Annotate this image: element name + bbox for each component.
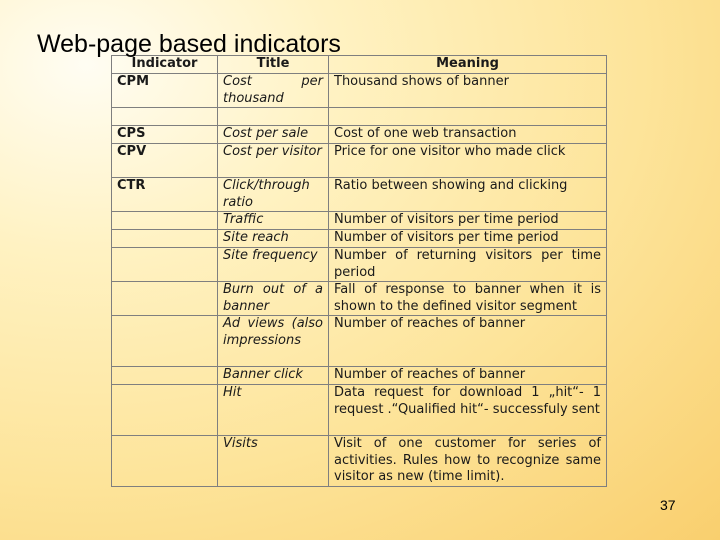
cell-meaning-text: Number of returning visitors per time period	[334, 248, 601, 280]
cell-indicator	[112, 144, 218, 178]
cell-meaning	[329, 367, 607, 385]
cell-indicator	[112, 282, 218, 316]
cell-meaning	[329, 282, 607, 316]
cell-meaning	[329, 248, 607, 282]
cell-meaning-text: Thousand shows of banner	[334, 74, 509, 89]
cell-indicator	[112, 74, 218, 108]
table-row	[112, 108, 607, 126]
cell-meaning	[329, 436, 607, 487]
cell-meaning	[329, 178, 607, 212]
cell-meaning	[329, 316, 607, 367]
cell-title-text: Cost per visitor	[223, 144, 322, 159]
indicators-table	[111, 55, 607, 487]
cell-title	[218, 74, 329, 108]
cell-meaning-text: Number of visitors per time period	[334, 230, 559, 245]
cell-title	[218, 230, 329, 248]
cell-title-text: Cost per thousand	[223, 74, 323, 106]
column-header-title: Title	[218, 56, 329, 74]
cell-title-text: Burn out of a banner	[223, 282, 323, 314]
cell-title-text: Click/through ratio	[223, 178, 310, 210]
cell-indicator	[112, 178, 218, 212]
cell-title-text: Cost per sale	[223, 126, 309, 141]
cell-title	[218, 108, 329, 126]
table-row	[112, 178, 607, 212]
cell-title	[218, 178, 329, 212]
cell-title-text: Site reach	[223, 230, 289, 245]
cell-meaning-text: Fall of response to banner when it is shown to the defined visitor segment	[334, 282, 601, 314]
cell-indicator	[112, 248, 218, 282]
table-row	[112, 316, 607, 367]
cell-title	[218, 248, 329, 282]
cell-indicator-text: CPS	[117, 126, 146, 141]
cell-meaning	[329, 108, 607, 126]
cell-title	[218, 436, 329, 487]
cell-indicator	[112, 126, 218, 144]
cell-title-text: Hit	[223, 385, 242, 400]
cell-meaning	[329, 74, 607, 108]
cell-meaning	[329, 385, 607, 436]
cell-indicator	[112, 385, 218, 436]
cell-title	[218, 385, 329, 436]
cell-meaning	[329, 126, 607, 144]
cell-meaning-text: Number of visitors per time period	[334, 212, 559, 227]
table-row	[112, 282, 607, 316]
column-header-meaning: Meaning	[329, 56, 607, 74]
cell-meaning	[329, 212, 607, 230]
cell-title	[218, 212, 329, 230]
cell-meaning-text: Visit of one customer for series of activities. Rules how to recognize same visitor as new (time limit).	[334, 436, 601, 484]
cell-title-text: Visits	[223, 436, 258, 451]
cell-indicator-text: CPV	[117, 144, 147, 159]
cell-title	[218, 316, 329, 367]
cell-title	[218, 144, 329, 178]
cell-indicator	[112, 436, 218, 487]
cell-meaning-text: Ratio between showing and clicking	[334, 178, 568, 193]
table-row	[112, 248, 607, 282]
cell-indicator-text: CPM	[117, 74, 150, 89]
cell-title	[218, 126, 329, 144]
cell-indicator	[112, 367, 218, 385]
table-row	[112, 74, 607, 108]
cell-meaning-text: Cost of one web transaction	[334, 126, 517, 141]
cell-title-text: Banner click	[223, 367, 303, 382]
page-number: 37	[660, 497, 676, 513]
table-header-row	[112, 56, 607, 74]
table-row	[112, 212, 607, 230]
cell-title-text: Traffic	[223, 212, 264, 227]
cell-indicator	[112, 230, 218, 248]
table-row	[112, 126, 607, 144]
cell-meaning-text: Data request for download 1 „hit“- 1 request .“Qualified hit“- successfuly sent	[334, 385, 601, 417]
table-row	[112, 385, 607, 436]
cell-meaning-text: Price for one visitor who made click	[334, 144, 566, 159]
cell-meaning	[329, 144, 607, 178]
cell-title-text: Site frequency	[223, 248, 318, 263]
cell-meaning-text: Number of reaches of banner	[334, 367, 526, 382]
cell-indicator-text: CTR	[117, 178, 146, 193]
table-row	[112, 436, 607, 487]
cell-meaning-text: Number of reaches of banner	[334, 316, 526, 331]
table-row	[112, 144, 607, 178]
cell-title	[218, 367, 329, 385]
cell-title-text: Ad views (also impressions	[223, 316, 323, 348]
cell-title	[218, 282, 329, 316]
cell-indicator	[112, 108, 218, 126]
table-row	[112, 367, 607, 385]
table-row	[112, 230, 607, 248]
column-header-indicator: Indicator	[112, 56, 218, 74]
cell-meaning	[329, 230, 607, 248]
cell-indicator	[112, 212, 218, 230]
slide-title: Web-page based indicators	[37, 30, 341, 58]
cell-indicator	[112, 316, 218, 367]
